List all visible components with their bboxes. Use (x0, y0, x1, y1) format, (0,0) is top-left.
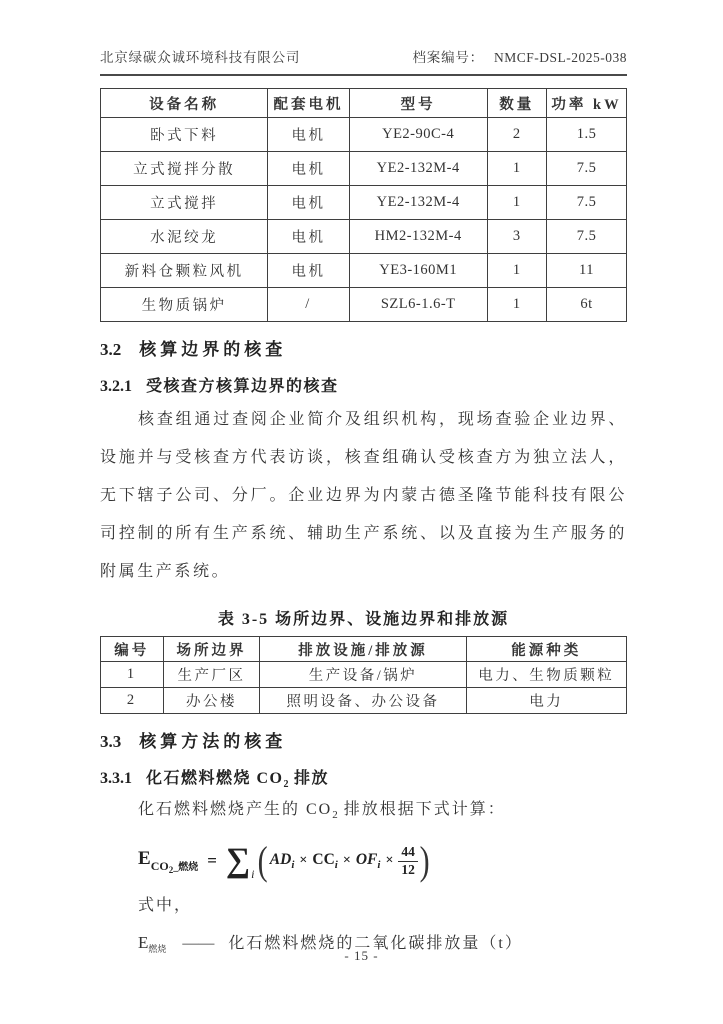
table-cell: HM2-132M-4 (349, 220, 487, 254)
subscript: 2 (332, 809, 338, 822)
table-row (101, 118, 627, 152)
multiply-sign: × (385, 853, 394, 869)
table-cell: 立式搅拌分散 (101, 152, 268, 186)
term-CC: $CC_i$ (312, 851, 338, 872)
sigma-symbol: ∑ (225, 842, 251, 880)
table-row (101, 152, 627, 186)
section-title: 核算边界的核查 (139, 340, 287, 359)
section-number: 3.2 (100, 340, 122, 359)
table-cell: 新料仓颗粒风机 (101, 254, 268, 288)
archive-number (412, 46, 627, 66)
table-cell: YE2-132M-4 (349, 152, 487, 186)
section-number: 3.3.1 (100, 770, 132, 787)
equipment-table (100, 88, 627, 322)
table-header-row (101, 89, 627, 118)
section-title: 核算方法的核查 (139, 732, 287, 751)
table-cell: SZL6-1.6-T (349, 288, 487, 322)
table-cell: 生产厂区 (163, 662, 260, 688)
close-paren: ) (419, 838, 430, 884)
archive-label: 档案编号： (412, 50, 484, 65)
table-cell: 电机 (268, 254, 350, 288)
table-cell: 1 (487, 152, 546, 186)
table-cell: 2 (101, 688, 164, 714)
section-heading-3-3 (100, 727, 627, 752)
open-paren: ( (258, 838, 269, 884)
equals-sign: = (207, 851, 217, 871)
equipment-table-header-cell: 型号 (349, 89, 487, 118)
term-OF: $OF_i$ (355, 851, 381, 872)
multiply-sign: × (342, 853, 351, 869)
table-cell: 电机 (268, 118, 350, 152)
table-cell: 水泥绞龙 (101, 220, 268, 254)
table-cell: 电力、生物质颗粒 (466, 662, 626, 688)
term-AD: $AD_i$ (269, 851, 295, 872)
where-clause: 式中， (138, 897, 193, 915)
boundary-table-header-cell: 编号 (101, 637, 164, 662)
boundary-table-header-cell: 能源种类 (466, 637, 626, 662)
co2-intro-line: 化石燃料燃烧产生的 $CO_2$ 排放根据下式计算： (138, 801, 506, 822)
table-cell: 1.5 (547, 118, 627, 152)
boundary-table-header-cell: 排放设施/排放源 (260, 637, 466, 662)
company-name: 北京绿碳众诚环境科技有限公司 (100, 50, 301, 65)
formula-lhs: $E_{CO_2\_燃烧}$ (138, 847, 199, 875)
table-cell: 1 (487, 186, 546, 220)
table-cell: YE2-90C-4 (349, 118, 487, 152)
boundary-table-header-cell: 场所边界 (163, 637, 260, 662)
equipment-table-header-cell: 设备名称 (101, 89, 268, 118)
table-cell: 3 (487, 220, 546, 254)
equipment-table-header-cell: 配套电机 (268, 89, 350, 118)
fraction-44-12: $\frac{44}{12}$ (398, 844, 418, 879)
table-cell: 生产设备/锅炉 (260, 662, 466, 688)
section-number: 3.2.1 (100, 378, 132, 395)
section-number: 3.3 (100, 732, 122, 751)
symbol-E: $E_{燃烧}$ (138, 933, 167, 955)
archive-value: NMCF-DSL-2025-038 (493, 50, 627, 65)
table-row (101, 186, 627, 220)
table-cell: 电力 (466, 688, 626, 714)
multiply-sign: × (299, 853, 308, 869)
table-cell: 1 (101, 662, 164, 688)
subscript: 2 (283, 779, 289, 791)
boundary-paragraph: 核查组通过查阅企业简介及组织机构，现场查验企业边界、设施并与受核查方代表访谈，核查组确认受核查方为独立法人，无下辖子公司、分厂。企业边界为内蒙古德圣隆节能科技有限公司控制的所有生产系统、辅助生产系统、以及直接为生产服务的附属生产系统。 (100, 411, 627, 580)
table-cell: 1 (487, 254, 546, 288)
table-cell: 6t (547, 288, 627, 322)
table-cell: 立式搅拌 (101, 186, 268, 220)
table-cell: 7.5 (547, 220, 627, 254)
equipment-table-header-cell: 数量 (487, 89, 546, 118)
em-dash: —— (182, 935, 215, 953)
table-cell: 电机 (268, 220, 350, 254)
table-cell: 电机 (268, 152, 350, 186)
table-cell: 11 (547, 254, 627, 288)
sigma-subscript: i (251, 867, 255, 882)
table-cell: 生物质锅炉 (101, 288, 268, 322)
table-cell: 电机 (268, 186, 350, 220)
section-title: 化石燃料燃烧 $CO_2$ 排放 (146, 770, 330, 791)
table-cell: 7.5 (547, 186, 627, 220)
table-header-row (101, 637, 627, 662)
table-cell: YE2-132M-4 (349, 186, 487, 220)
table-cell: 照明设备、办公设备 (260, 688, 466, 714)
table-row (101, 288, 627, 322)
table-row (101, 220, 627, 254)
document-header (100, 46, 627, 76)
table-cell: YE3-160M1 (349, 254, 487, 288)
boundary-table (100, 636, 627, 714)
page-number: - 15 - (344, 948, 379, 963)
co2-combustion-formula (138, 836, 627, 886)
section-heading-3-3-1 (100, 765, 627, 790)
table-3-5-caption: 表 3-5 场所边界、设施边界和排放源 (217, 611, 510, 628)
definition-text: 化石燃料燃烧的二氧化碳排放量（t） (228, 935, 523, 953)
section-heading-3-2-1 (100, 373, 627, 396)
table-row (101, 254, 627, 288)
table-cell: 7.5 (547, 152, 627, 186)
table-cell: 卧式下料 (101, 118, 268, 152)
table-cell: 1 (487, 288, 546, 322)
table-row (101, 688, 627, 714)
equipment-table-header-cell: 功率 kW (547, 89, 627, 118)
table-cell: 办公楼 (163, 688, 260, 714)
table-row (101, 662, 627, 688)
table-cell: 2 (487, 118, 546, 152)
section-title: 受核查方核算边界的核查 (146, 378, 339, 395)
table-cell: / (268, 288, 350, 322)
section-heading-3-2 (100, 335, 627, 360)
